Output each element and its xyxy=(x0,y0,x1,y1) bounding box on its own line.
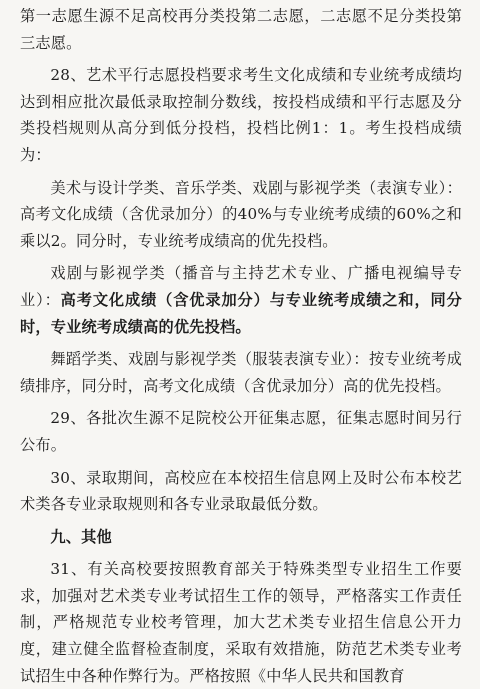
paragraph-29: 29、各批次生源不足院校公开征集志愿，征集志愿时间另行公布。 xyxy=(20,409,462,454)
paragraph-broadcast xyxy=(20,260,462,340)
section-heading-other: 九、其他 xyxy=(50,527,112,546)
paragraph-30: 30、录取期间，高校应在本校招生信息网上及时公布本校艺术类各专业录取规则和各专业录取最低分数。 xyxy=(20,468,462,514)
paragraph-broadcast-lead: 戏剧与影视学类（播音与主持艺术专业、广播电视编导专业）： xyxy=(20,264,462,309)
paragraph-dance: 舞蹈学类、戏剧与影视学类（服装表演专业）：按专业统考成绩排序，同分时，高考文化成绩（含优录加分）高的优先投档。 xyxy=(20,350,462,395)
paragraph-broadcast-bold: 高考文化成绩（含优录加分）与专业统考成绩之和，同分时，专业统考成绩高的优先投档。 xyxy=(20,290,463,336)
paragraph-1: 第一志愿生源不足高校再分类投第二志愿，二志愿不足分类投第三志愿。 xyxy=(20,7,462,52)
paragraph-31: 31、有关高校要按照教育部关于特殊类型专业招生工作要求，加强对艺术类专业考试招生工作的领导，严格落实工作责任制，严格规范专业校考管理，加大艺术类专业招生信息公开力度，建立健全监督检查制度，采取有效措施，防范艺术类专业考试招生中各种作弊行为。严格按照《中华人民共和国教育 xyxy=(20,560,462,685)
paragraph-28: 28、艺术平行志愿投档要求考生文化成绩和专业统考成绩均达到相应批次最低录取控制分数线，按投档成绩和平行志愿及分类投档规则从高分到低分投档，投档比例1：1。考生投档成绩为： xyxy=(20,66,462,164)
paragraph-art-design: 美术与设计学类、音乐学类、戏剧与影视学类（表演专业）：高考文化成绩（含优录加分）的40%与专业统考成绩的60%之和乘以2。同分时，专业统考成绩高的优先投档。 xyxy=(20,178,462,250)
